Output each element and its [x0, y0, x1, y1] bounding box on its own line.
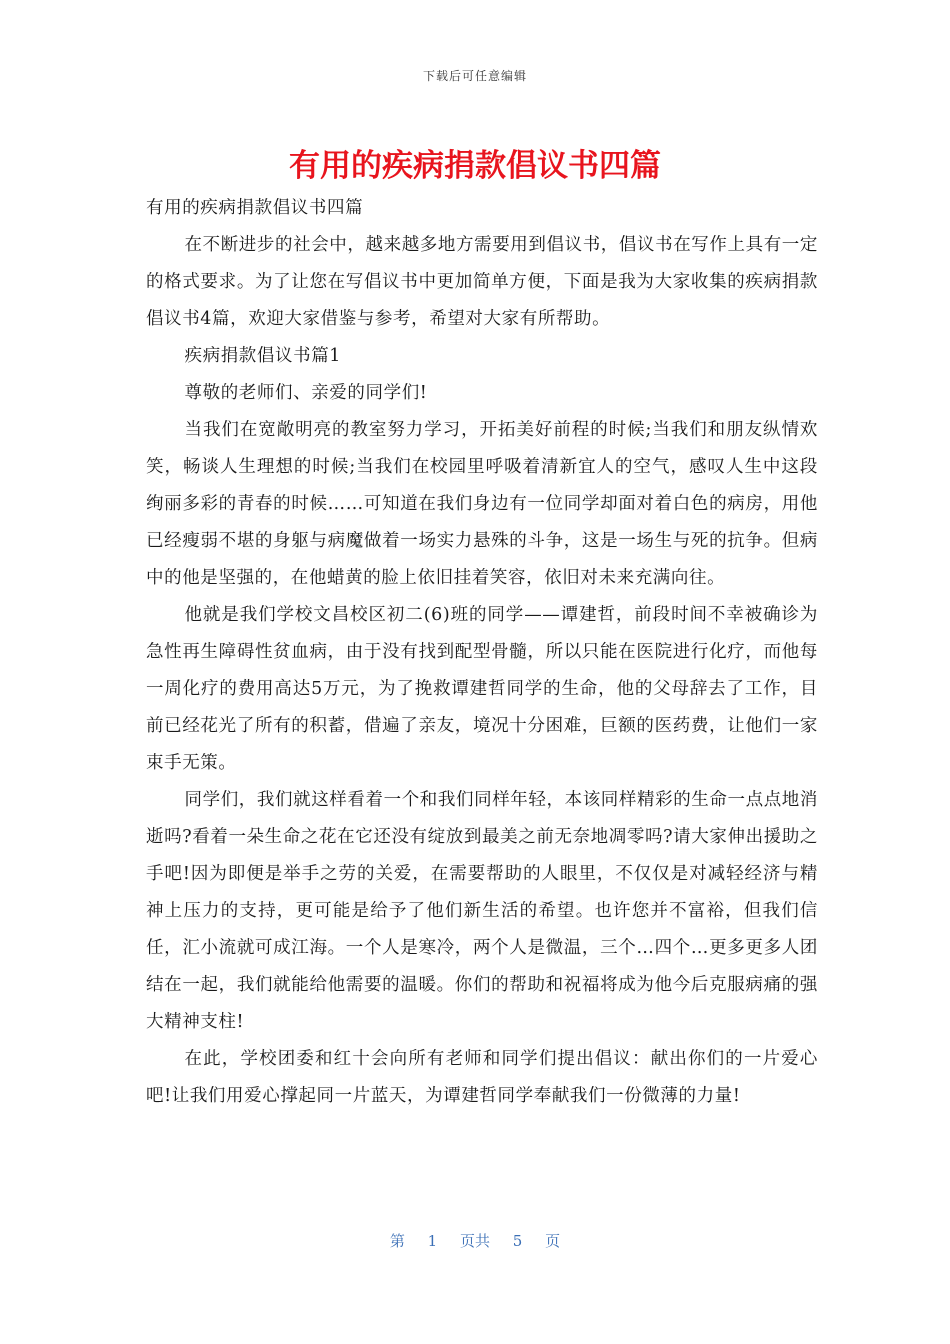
- header-note: 下载后可任意编辑: [422, 69, 527, 83]
- paragraph-body: 同学们，我们就这样看着一个和我们同样年轻，本该同样精彩的生命一点点地消逝吗?看着一朵生命之花在它还没有绽放到最美之前无奈地凋零吗?请大家伸出援助之手吧!因为即便是举手之劳的关爱，在需要帮助的人眼里，不仅仅是对减轻经济与精神上压力的支持，更可能是给予了他们新生活的希望。也许您并不富裕，但我们信任，汇小流就可成江海。一个人是寒冷，两个人是微温，三个…四个…更多更多人团结在一起，我们就能给他需要的温暖。你们的帮助和祝福将成为他今后克服病痛的强大精神支柱!: [146, 790, 818, 1032]
- document-title: 有用的疾病捐款倡议书四篇: [289, 148, 661, 184]
- footer-current-page: 1: [427, 1232, 438, 1250]
- paragraph-section-heading: 疾病捐款倡议书篇1: [184, 346, 342, 366]
- document-body: [146, 190, 818, 1115]
- footer-total-pages: 5: [512, 1232, 523, 1250]
- paragraph-body: 他就是我们学校文昌校区初二(6)班的同学——谭建哲，前段时间不幸被确诊为急性再生障碍性贫血病，由于没有找到配型骨髓，所以只能在医院进行化疗，而他每一周化疗的费用高达5万元，为了挽救谭建哲同学的生命，他的父母辞去了工作，目前已经花光了所有的积蓄，借遍了亲友，境况十分困难，巨额的医药费，让他们一家束手无策。: [146, 605, 818, 773]
- footer-label-page: 第: [389, 1232, 405, 1250]
- paragraph-subtitle: 有用的疾病捐款倡议书四篇: [146, 198, 364, 218]
- paragraph-intro: 在不断进步的社会中，越来越多地方需要用到倡议书，倡议书在写作上具有一定的格式要求。为了让您在写倡议书中更加简单方便，下面是我为大家收集的疾病捐款倡议书4篇，欢迎大家借鉴与参考，希望对大家有所帮助。: [146, 235, 818, 329]
- paragraph-body: 在此，学校团委和红十会向所有老师和同学们提出倡议：献出你们的一片爱心吧!让我们用爱心撑起同一片蓝天，为谭建哲同学奉献我们一份微薄的力量!: [146, 1049, 818, 1106]
- paragraph-body: 当我们在宽敞明亮的教室努力学习，开拓美好前程的时候;当我们和朋友纵情欢笑，畅谈人生理想的时候;当我们在校园里呼吸着清新宜人的空气，感叹人生中这段绚丽多彩的青春的时候……可知道在我们身边有一位同学却面对着白色的病房，用他已经瘦弱不堪的身躯与病魔做着一场实力悬殊的斗争，这是一场生与死的抗争。但病中的他是坚强的，在他蜡黄的脸上依旧挂着笑容，依旧对未来充满向往。: [146, 420, 818, 588]
- footer-label-of: 页共: [459, 1232, 490, 1250]
- paragraph-salutation: 尊敬的老师们、亲爱的同学们!: [184, 383, 428, 403]
- footer-label-end: 页: [545, 1232, 561, 1250]
- page-footer: [0, 1230, 950, 1251]
